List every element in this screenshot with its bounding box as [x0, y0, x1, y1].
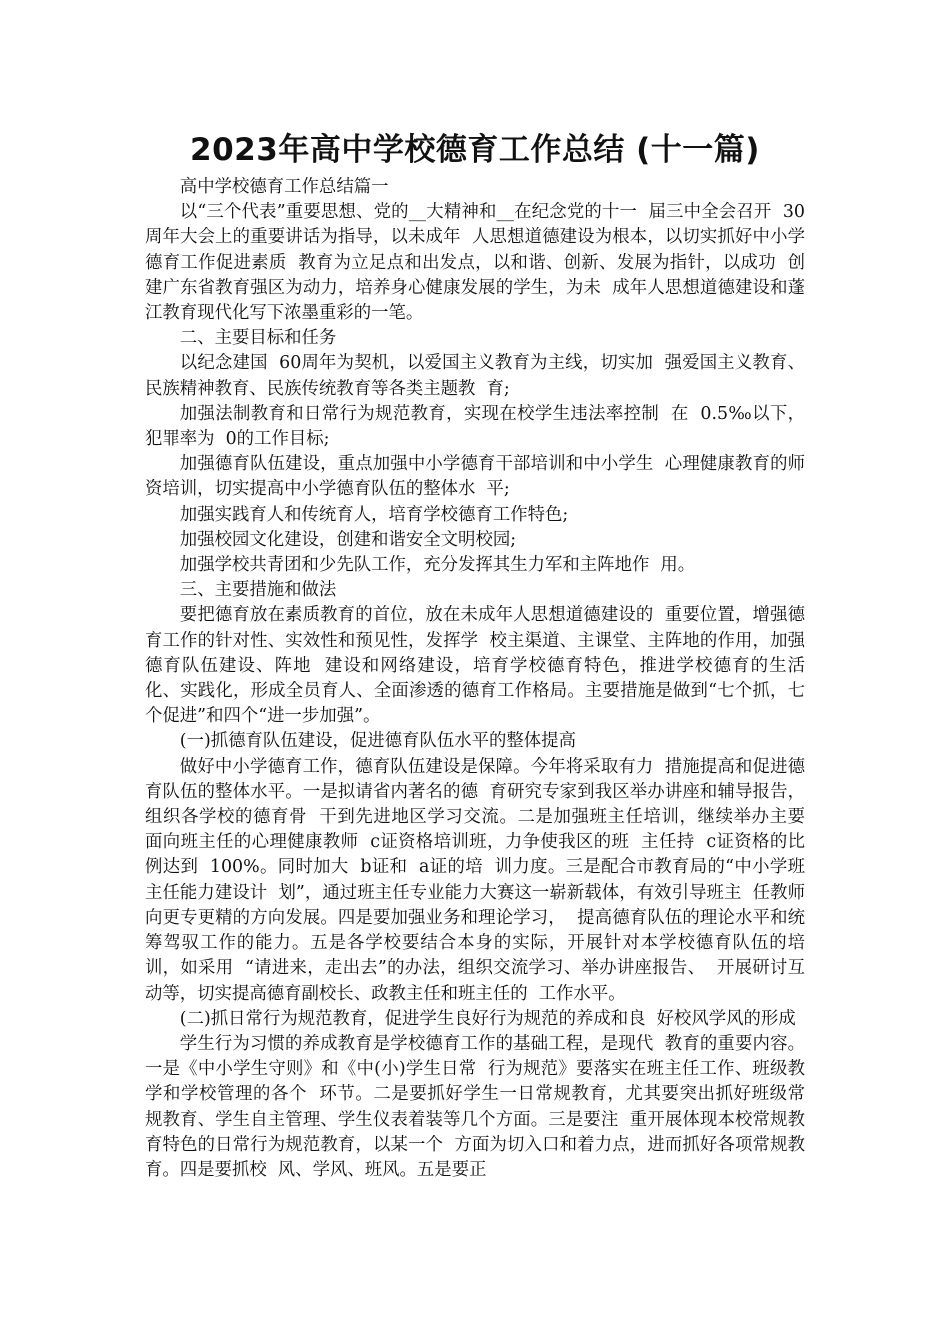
paragraph-measures-overview: 要把德育放在素质教育的首位，放在未成年人思想道德建设的 重要位置，增强德育工作的针对性、实效性和预见性，发挥学 校主渠道、主课堂、主阵地的作用，加强德育队伍建设、阵地 建设和网络建设，培育学校德育特色，推进学校德育的生活 化、实践化，形成全员育人、全面渗透的德育工作格局。主要措施是做到“七个抓，七个促进”和四个“进一步加强”。: [145, 605, 817, 727]
paragraph-goal-campus-culture: 加强校园文化建设，创建和谐安全文明校园;: [179, 529, 517, 550]
paragraph-subheading-team: (一)抓德育队伍建设，促进德育队伍水平的整体提高: [179, 731, 576, 752]
paragraph-goal-team-building: 加强德育队伍建设，重点加强中小学德育干部培训和中小学生 心理健康教育的师资培训，切实提高中小学德育队伍的整体水 平;: [145, 454, 805, 500]
document-body: [145, 175, 817, 1183]
document-title: 2023年高中学校德育工作总结 (十一篇): [190, 132, 760, 168]
paragraph-heading-goals: 二、主要目标和任务: [179, 328, 337, 349]
paragraph-behavior-detail: 学生行为习惯的养成教育是学校德育工作的基础工程，是现代 教育的重要内容。一是《中小学生守则》和《中(小)学生日常 行为规范》要落实在班主任工作、班级教学和学校管理的各个 环节。二是要抓好学生一日常规教育，尤其要突出抓好班级常 规教育、学生自主管理、学生仪表着装等几个方面。三是要注 重开展体现本校常规教育特色的日常行为规范教育，以某一个 方面为切入口和着力点，进而抓好各项常规教育。四是要抓校 风、学风、班风。五是要正: [145, 1033, 817, 1180]
paragraph-goal-legal-education: 加强法制教育和日常行为规范教育，实现在校学生违法率控制 在 0.5‰以下，犯罪率为 0的工作目标;: [145, 403, 805, 450]
paragraph-section-heading: 高中学校德育工作总结篇一: [179, 177, 389, 197]
paragraph-heading-measures: 三、主要措施和做法: [179, 580, 337, 601]
paragraph-goal-patriotism: 以纪念建国 60周年为契机，以爱国主义教育为主线，切实加 强爱国主义教育、民族精神教育、民族传统教育等各类主题教 育;: [145, 353, 805, 399]
paragraph-guiding-ideology: 以“三个代表”重要思想、党的__大精神和__在纪念党的十一 届三中全会召开 30周年大会上的重要讲话为指导，以未成年 人思想道德建设为根本，以切实抓好中小学德育工作促进素质 教育为立足点和出发点，以和谐、创新、发展为指针，以成功 创建广东省教育强区为动力，培养身心健康发展的学生，为未 成年人思想道德建设和蓬江教育现代化写下浓墨重彩的一笔。: [145, 202, 805, 324]
paragraph-subheading-behavior: (二)抓日常行为规范教育，促进学生良好行为规范的养成和良 好校风学风的形成: [179, 1008, 796, 1029]
paragraph-goal-youth-league: 加强学校共青团和少先队工作，充分发挥其生力军和主阵地作 用。: [179, 555, 696, 576]
paragraph-team-building-detail: 做好中小学德育工作，德育队伍建设是保障。今年将采取有力 措施提高和促进德育队伍的整体水平。一是拟请省内著名的德 育研究专家到我区举办讲座和辅导报告，组织各学校的德育骨 干到先进地区学习交流。二是加强班主任培训，继续举办主要 面向班主任的心理健康教师 c证资格培训班，力争使我区的班 主任持 c证资格的比例达到 100%。同时加大 b证和 a证的培 训力度。三是配合市教育局的“中小学班主任能力建设计 划”，通过班主任专业能力大赛这一崭新载体，有效引导班主 任教师向更专更精的方向发展。四是要加强业务和理论学习， 提高德育队伍的理论水平和统筹驾驭工作的能力。五是各学校要结合本身的实际，开展针对本学校德育队伍的培训，如采用 “请进来，走出去”的办法，组织交流学习、举办讲座报告、 开展研讨互动等，切实提高德育副校长、政教主任和班主任的 工作水平。: [145, 756, 817, 1004]
paragraph-goal-practice: 加强实践育人和传统育人，培育学校德育工作特色;: [179, 504, 569, 525]
